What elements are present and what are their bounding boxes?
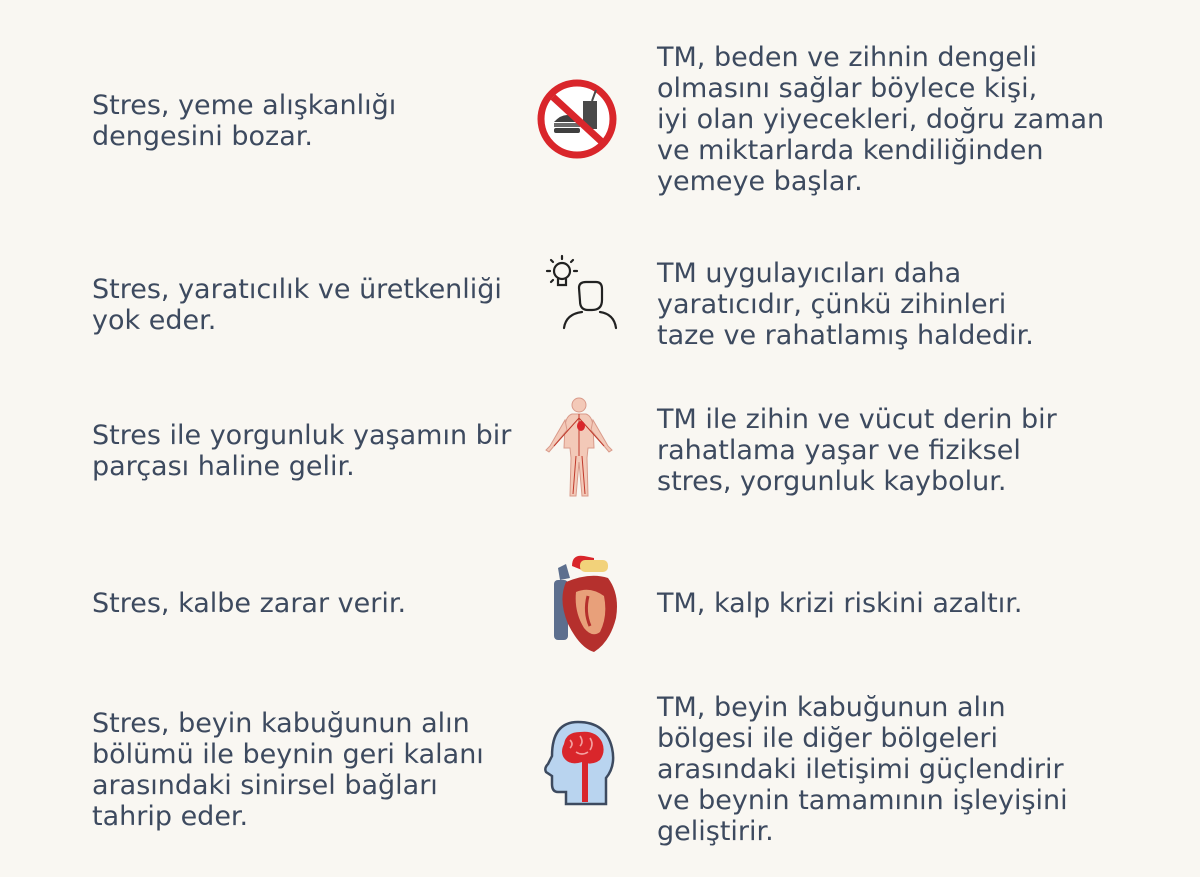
stress-text: Stres, kalbe zarar verir.: [92, 588, 407, 619]
tm-text: TM ile zihin ve vücut derin bir rahatlama yaşar ve fiziksel stres, yorgunluk kaybolur.: [657, 404, 1057, 497]
human-body-icon: [536, 396, 622, 496]
heart-icon: [536, 552, 622, 652]
stress-text: Stres, beyin kabuğunun alın bölümü ile beynin geri kalanı arasındaki sinirsel bağları tahrip eder.: [92, 708, 484, 832]
tm-text: TM, beyin kabuğunun alın bölgesi ile diğer bölgeleri arasındaki iletişimi güçlendirir ve beynin tamamının işleyişini geliştirir.: [657, 692, 1068, 847]
brain-head-icon: [536, 720, 622, 820]
stress-text: Stres, yaratıcılık ve üretkenliği yok eder.: [92, 274, 502, 336]
tm-text: TM uygulayıcıları daha yaratıcıdır, çünkü zihinleri taze ve rahatlamış haldedir.: [657, 258, 1034, 351]
tm-text: TM, kalp krizi riskini azaltır.: [657, 588, 1023, 619]
idea-person-icon: [536, 254, 622, 354]
no-junk-food-icon: [536, 74, 622, 174]
stress-text: Stres, yeme alışkanlığı dengesini bozar.: [92, 90, 397, 152]
stress-text: Stres ile yorgunluk yaşamın bir parçası haline gelir.: [92, 420, 512, 482]
tm-text: TM, beden ve zihnin dengeli olmasını sağlar böylece kişi, iyi olan yiyecekleri, doğru zaman ve miktarlarda kendiliğinden yemeye başlar.: [657, 42, 1105, 197]
